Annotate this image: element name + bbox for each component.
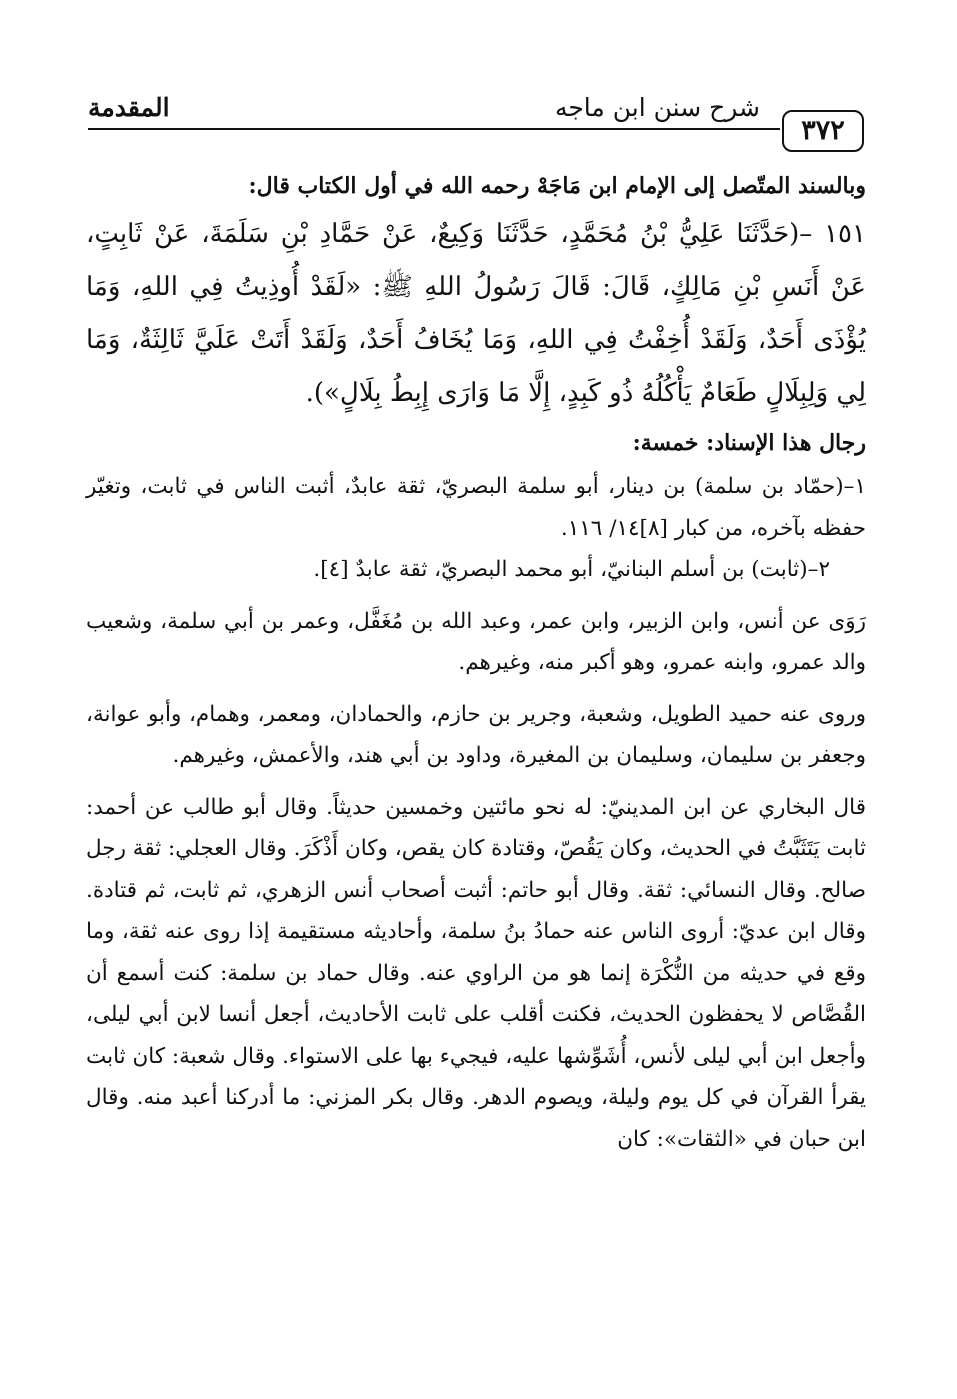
section-title: المقدمة <box>88 93 170 122</box>
chain-intro: وبالسند المتّصل إلى الإمام ابن مَاجَهْ رحمه الله في أول الكتاب قال: <box>248 173 866 199</box>
page-number: ٣٧٢ <box>782 110 864 152</box>
narrators-heading: رجال هذا الإسناد: خمسة: <box>632 430 866 456</box>
page-body <box>86 166 866 1160</box>
page-header <box>88 92 864 146</box>
narrator-2: ٢–(ثابت) بن أسلم البنانيّ، أبو محمد البصريّ، ثقة عابدٌ [٤]. <box>313 557 830 582</box>
scholar-opinions: قال البخاري عن ابن المدينيّ: له نحو مائتين وخمسين حديثاً. وقال أبو طالب عن أحمد: ثابت يَتَثَبَّتُ في الحديث، وكان يَقُصّ، وقتادة كان يقص، وكان أَذْكَرَ. وقال العجلي: ثقة رجل صالح. وقال النسائي: ثقة. وقال أبو حاتم: أثبت أصحاب أنس الزهري، ثم ثابت، ثم قتادة. وقال ابن عديّ: أروى الناس عنه حمادُ بنُ سلمة، وأحاديثه مستقيمة إذا روى عنه ثقة، وما وقع في حديثه من النُّكْرَة إنما هو من الراوي عنه. وقال حماد بن سلمة: كنت أسمع أن القُصَّاص لا يحفظون الحديث، فكنت أقلب على ثابت الأحاديث، أجعل أنسا لابن أبي ليلى، وأجعل ابن أبي ليلى لأنس، أُشَوِّشها عليه، فيجيء بها على الاستواء. وقال شعبة: كان ثابت يقرأ القرآن في كل يوم وليلة، ويصوم الدهر. وقال بكر المزني: ما أدركنا أعبد منه. وقال ابن حبان في «الثقات»: كان <box>86 794 866 1152</box>
narrated-by: وروى عنه حميد الطويل، وشعبة، وجرير بن حازم، والحمادان، ومعمر، وهمام، وأبو عوانة، وجعفر بن سليمان، وسليمان بن المغيرة، وداود بن أبي هند، والأعمش، وغيرهم. <box>86 701 866 768</box>
header-rule <box>88 128 780 130</box>
hadith-text: ١٥١ –(حَدَّثَنَا عَلِيُّ بْنُ مُحَمَّدٍ، حَدَّثَنَا وَكِيعٌ، عَنْ حَمَّادِ بْنِ سَلَمَةَ، عَنْ ثَابِتٍ، عَنْ أَنَسِ بْنِ مَالِكٍ، قَالَ: قَالَ رَسُولُ اللهِ ﷺ: «لَقَدْ أُوذِيتُ فِي اللهِ، وَمَا يُؤْذَى أَحَدٌ، وَلَقَدْ أُخِفْتُ فِي اللهِ، وَمَا يُخَافُ أَحَدٌ، وَلَقَدْ أَتَتْ عَلَيَّ ثَالِثَةٌ، وَمَا لِي وَلِبِلَالٍ طَعَامٌ يَأْكُلُهُ ذُو كَبِدٍ، إِلَّا مَا وَارَى إِبِطُ بِلَالٍ»). <box>86 219 866 408</box>
narrated-from: رَوَى عن أنس، وابن الزبير، وابن عمر، وعبد الله بن مُغَفَّل، وعمر بن أبي سلمة، وشعيب والد عمرو، وابنه عمرو، وهو أكبر منه، وغيرهم. <box>86 608 866 675</box>
book-title: شرح سنن ابن ماجه <box>554 93 760 122</box>
narrator-1: ١–(حمّاد بن سلمة) بن دينار، أبو سلمة البصريّ، ثقة عابدٌ، أثبت الناس في ثابت، وتغيّر حفظه بآخره، من كبار [٨]١٤/ ١١٦. <box>86 474 866 541</box>
